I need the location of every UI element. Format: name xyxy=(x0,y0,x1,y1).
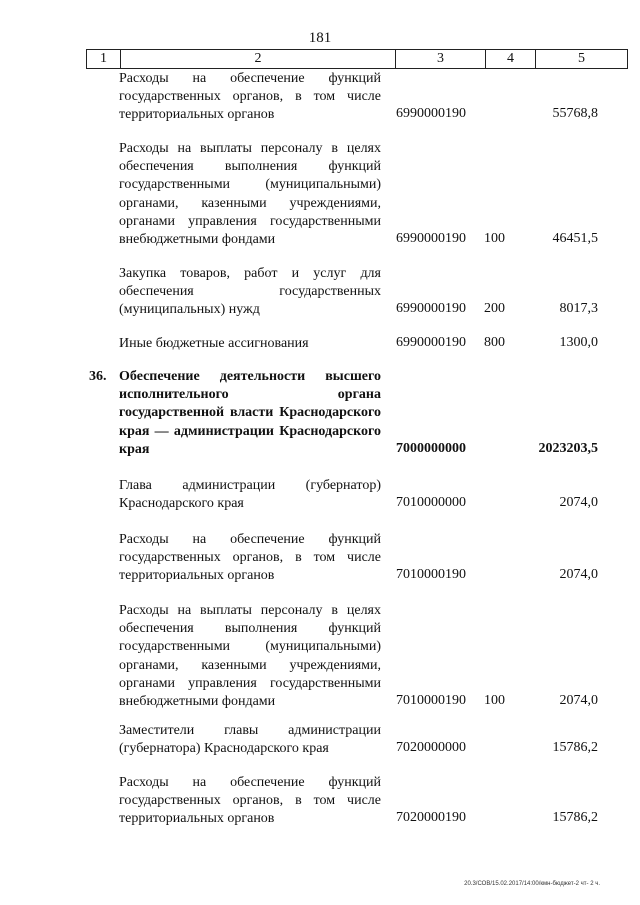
row-amount: 1300,0 xyxy=(559,335,598,350)
column-header-1: 1 xyxy=(87,50,121,68)
row-target-code: 6990000190 xyxy=(396,301,466,317)
row-description: Заместители главы администрации (губернатора) Краснодарского края xyxy=(119,723,381,757)
column-header-2: 2 xyxy=(121,50,396,68)
row-target-code: 6990000190 xyxy=(396,335,466,350)
row-target-code: 7000000000 xyxy=(396,440,466,456)
row-target-code: 7010000190 xyxy=(396,567,466,583)
row-amount: 2074,0 xyxy=(559,495,598,511)
row-target-code: 6990000190 xyxy=(396,231,466,246)
row-target-code: 6990000190 xyxy=(396,106,466,122)
row-amount: 55768,8 xyxy=(552,106,598,122)
row-description: Расходы на обеспечение функций государственных органов, в том числе территориальных органов xyxy=(119,71,381,123)
column-header-4: 4 xyxy=(486,50,536,68)
row-expense-kind: 800 xyxy=(484,335,505,350)
column-header-5: 5 xyxy=(578,51,585,66)
row-description: Глава администрации (губернатор) Краснодарского края xyxy=(119,478,381,512)
footer-reference: 20.3/СОВ/15.02.2017/14:00/кмн-бюджет-2 чт- 2 ч. xyxy=(464,881,600,887)
row-amount: 15786,2 xyxy=(552,740,598,756)
row-description: Расходы на обеспечение функций государственных органов, в том числе территориальных органов xyxy=(119,775,381,827)
row-description: Расходы на выплаты персоналу в целях обеспечения выполнения функций государственными (муниципальными) органами, казенными учреждениями, органами управления государственными внебюджетными фондами xyxy=(119,141,381,248)
row-target-code: 7020000000 xyxy=(396,740,466,756)
row-amount: 8017,3 xyxy=(559,301,598,317)
row-amount: 15786,2 xyxy=(552,810,598,826)
row-description: Иные бюджетные ассигнования xyxy=(119,336,309,351)
row-description: Расходы на обеспечение функций государственных органов, в том числе территориальных органов xyxy=(119,532,381,584)
page-number: 181 xyxy=(308,30,332,46)
column-header-3: 3 xyxy=(396,50,486,68)
row-expense-kind: 100 xyxy=(484,693,505,708)
row-target-code: 7010000000 xyxy=(396,495,466,511)
row-amount: 2023203,5 xyxy=(538,440,598,456)
row-target-code: 7020000190 xyxy=(396,810,466,826)
row-target-code: 7010000190 xyxy=(396,693,466,708)
row-expense-kind: 100 xyxy=(484,231,505,246)
row-amount: 46451,5 xyxy=(552,231,598,246)
row-description: Обеспечение деятельности высшего исполнительного органа государственной власти Краснодарского края — администрации Краснодарского края xyxy=(119,369,381,457)
row-expense-kind: 200 xyxy=(484,301,505,317)
column-header-row xyxy=(86,49,628,69)
row-description: Закупка товаров, работ и услуг для обеспечения государственных (муниципальных) нужд xyxy=(119,266,381,318)
row-description: Расходы на выплаты персоналу в целях обеспечения выполнения функций государственными (муниципальными) органами, казенными учреждениями, органами управления государственными внебюджетными фондами xyxy=(119,603,381,710)
row-number: 36. xyxy=(89,369,107,384)
row-amount: 2074,0 xyxy=(559,693,598,708)
row-amount: 2074,0 xyxy=(559,567,598,583)
